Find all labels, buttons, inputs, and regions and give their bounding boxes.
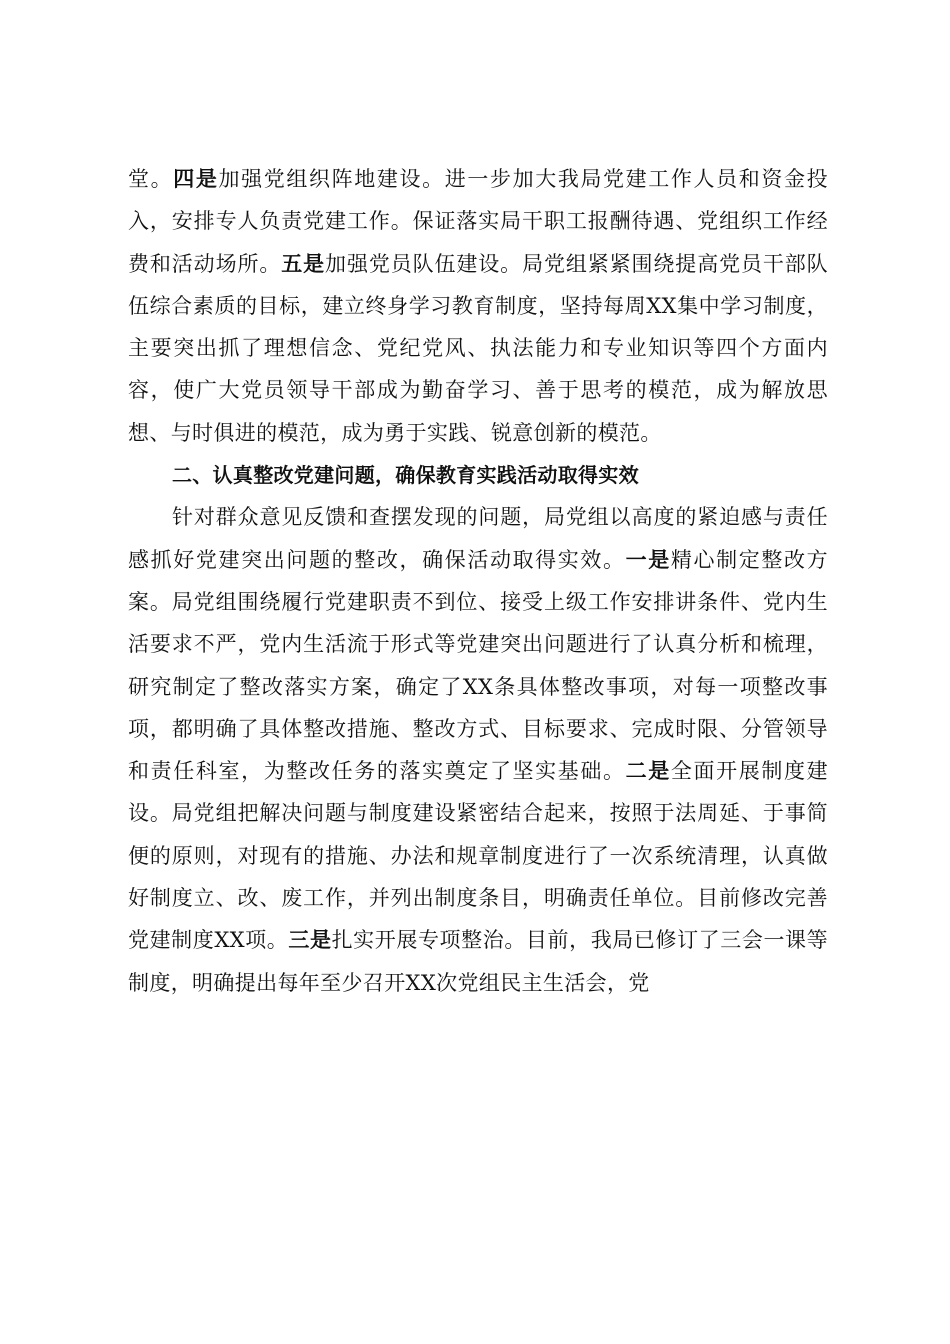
paragraph-rectification bbox=[128, 496, 828, 1004]
bold-marker-four: 四是 bbox=[173, 167, 219, 191]
text-segment: 加强党组织阵地建设。进一步加大我局党建工作人员和资金投入，安排专人负责党建工作。保证落实局干职工报酬待遇、党组织工作经费和活动场所。 bbox=[128, 167, 829, 276]
text-segment: 全面开展制度建设。局党组把解决问题与制度建设紧密结合起来，按照于法周延、于事简便的原则，对现有的措施、办法和规章制度进行了一次系统清理，认真做好制度立、改、废工作，并列出制度条目，明确责任单位。目前修改完善党建制度XX项。 bbox=[128, 759, 828, 953]
paragraph-party-building bbox=[128, 158, 828, 454]
bold-marker-one: 一是 bbox=[625, 547, 671, 572]
bold-marker-three: 三是 bbox=[288, 928, 332, 953]
document-body bbox=[128, 158, 828, 1004]
text-segment: 针对群众意见反馈和查摆发现的问题，局党组以高度的紧迫感与责任感抓好党建突出问题的整改，确保活动取得实效。 bbox=[128, 505, 828, 572]
text-segment: 精心制定整改方案。局党组围绕履行党建职责不到位、接受上级工作安排讲条件、党内生活要求不严，党内生活流于形式等党建突出问题进行了认真分析和梳理，研究制定了整改落实方案，确定了XX条具体整改事项，对每一项整改事项，都明确了具体整改措施、整改方式、目标要求、完成时限、分管领导和责任科室，为整改任务的落实奠定了坚实基础。 bbox=[128, 547, 828, 784]
text-segment: 扎实开展专项整治。目前，我局已修订了三会一课等制度，明确提出每年至少召开XX次党组民主生活会，党 bbox=[128, 928, 828, 995]
text-segment: 加强党员队伍建设。局党组紧紧围绕提高党员干部队伍综合素质的目标，建立终身学习教育制度，坚持每周XX集中学习制度，主要突出抓了理想信念、党纪党风、执法能力和专业知识等四个方面内容，使广大党员领导干部成为勤奋学习、善于思考的模范，成为解放思想、与时俱进的模范，成为勇于实践、锐意创新的模范。 bbox=[128, 251, 829, 445]
section-heading: 二、认真整改党建问题，确保教育实践活动取得实效 bbox=[172, 463, 639, 488]
bold-marker-five: 五是 bbox=[281, 251, 326, 276]
bold-marker-two: 二是 bbox=[625, 759, 671, 784]
text-segment: 堂。 bbox=[128, 167, 174, 191]
